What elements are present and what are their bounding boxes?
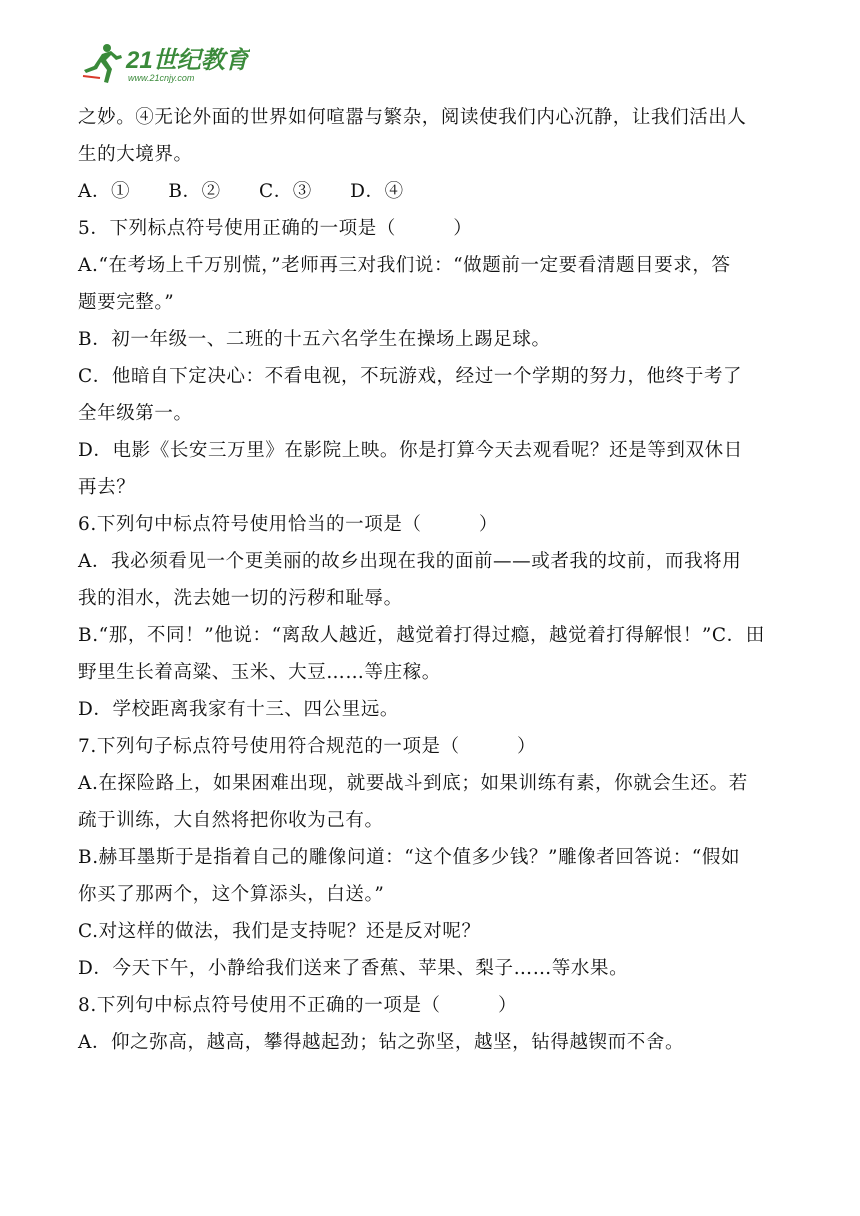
- site-logo: [80, 40, 250, 86]
- text-line: C．他暗自下定决心：不看电视，不玩游戏，经过一个学期的努力，他终于考了: [78, 366, 743, 387]
- question-heading: 5．下列标点符号使用正确的一项是（ ）: [78, 218, 473, 239]
- text-line: 野里生长着高粱、玉米、大豆……等庄稼。: [78, 662, 441, 683]
- text-line: A．仰之弥高，越高，攀得越起劲；钻之弥坚，越坚，钻得越锲而不舍。: [78, 1032, 685, 1053]
- text-line: 全年级第一。: [78, 403, 193, 424]
- text-line: D．学校距离我家有十三、四公里远。: [78, 699, 400, 720]
- text-line: 题要完整。”: [78, 292, 175, 313]
- question-heading: 8.下列句中标点符号使用不正确的一项是（ ）: [78, 995, 518, 1016]
- text-line: 你买了那两个，这个算添头，白送。”: [78, 884, 385, 905]
- text-line: A．我必须看见一个更美丽的故乡出现在我的面前——或者我的坟前，而我将用: [78, 551, 742, 572]
- text-line: B.赫耳墨斯于是指着自己的雕像问道：“这个值多少钱？”雕像者回答说：“假如: [78, 847, 741, 868]
- text-line: A．① B．② C．③ D．④: [78, 181, 404, 202]
- text-line: 疏于训练，大自然将把你收为己有。: [78, 810, 384, 831]
- text-line: C.对这样的做法，我们是支持呢？还是反对呢？: [78, 921, 481, 942]
- text-line: A.“在考场上千万别慌，”老师再三对我们说：“做题前一定要看清题目要求，答: [78, 255, 731, 276]
- text-line: D．今天下午，小静给我们送来了香蕉、苹果、梨子……等水果。: [78, 958, 629, 979]
- text-line: B．初一年级一、二班的十五六名学生在操场上踢足球。: [78, 329, 551, 350]
- question-heading: 7.下列句子标点符号使用符合规范的一项是（ ）: [78, 736, 537, 757]
- text-line: D．电影《长安三万里》在影院上映。你是打算今天去观看呢？还是等到双休日: [78, 440, 743, 461]
- text-line: 之妙。④无论外面的世界如何喧嚣与繁杂，阅读使我们内心沉静，让我们活出人: [78, 107, 747, 128]
- document-body: [78, 99, 788, 1061]
- text-line: 生的大境界。: [78, 144, 193, 165]
- text-line: B.“那，不同！”他说：“离敌人越近，越觉着打得过瘾，越觉着打得解恨！”C．田: [78, 625, 765, 646]
- logo-text: 21世纪教育: [126, 47, 249, 74]
- logo-url-text: www.21cnjy.com: [128, 73, 195, 83]
- running-figure-icon: [80, 40, 250, 86]
- text-line: 我的泪水，洗去她一切的污秽和耻辱。: [78, 588, 403, 609]
- text-line: A.在探险路上，如果困难出现，就要战斗到底；如果训练有素，你就会生还。若: [78, 773, 748, 794]
- question-heading: 6.下列句中标点符号使用恰当的一项是（ ）: [78, 514, 498, 535]
- text-line: 再去？: [78, 477, 136, 498]
